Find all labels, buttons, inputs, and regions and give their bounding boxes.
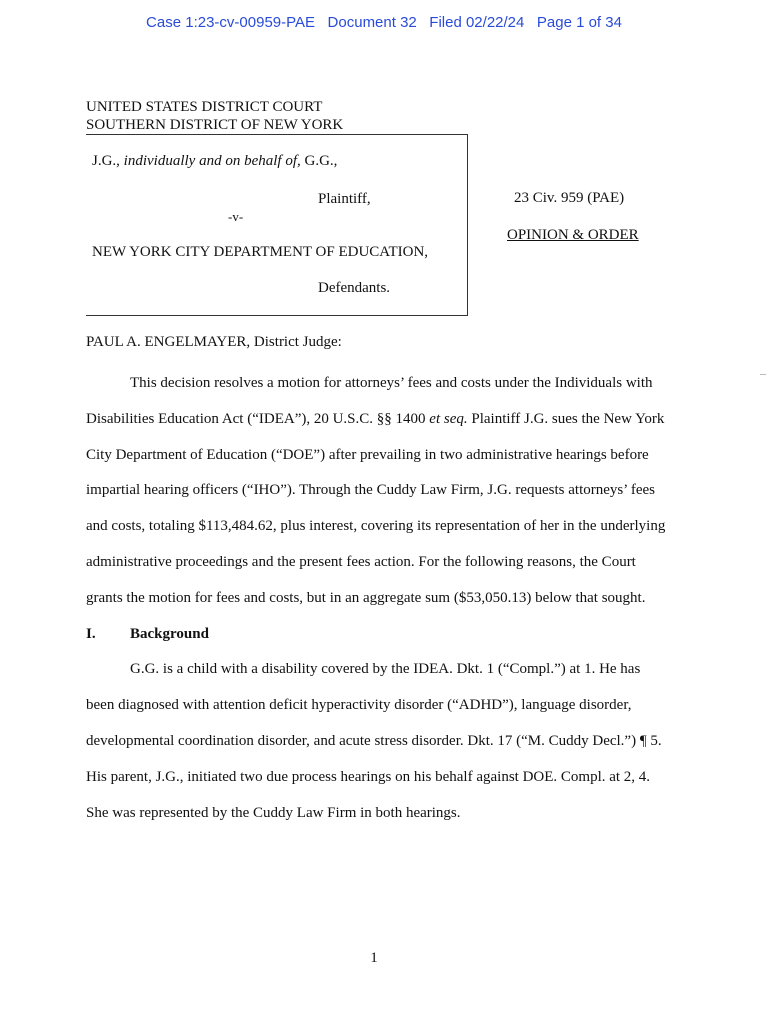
court-district: SOUTHERN DISTRICT OF NEW YORK [86,117,344,133]
defendant-label: Defendants. [318,280,391,296]
defendant-name: NEW YORK CITY DEPARTMENT OF EDUCATION, [92,244,429,260]
page-count-stamp: Page 1 of 34 [536,14,622,31]
plaintiff-description: individually and on behalf of, [123,153,301,169]
civil-case-number: 23 Civ. 959 (PAE) [514,190,625,206]
document-type-title: OPINION & ORDER [507,227,639,243]
filed-date-stamp: Filed 02/22/24 [429,14,525,31]
plaintiff-name: J.G., [92,153,120,169]
ecf-header-stamp [0,14,768,31]
plaintiff-label: Plaintiff, [318,191,371,207]
page-number: 1 [370,950,378,966]
case-caption-box [86,134,468,316]
versus-marker: -v- [228,209,244,224]
intro-text-part-1: This decision resolves a motion for attorneys’ fees and costs under the Individuals with Disabilities Education Act (“IDEA”), 20 U.S.C. §§ 1400 [86,375,653,427]
plaintiff-party-line [92,153,337,170]
plaintiff-child: G.G., [304,153,338,169]
background-paragraph: G.G. is a child with a disability covered by the IDEA. Dkt. 1 (“Compl.”) at 1. He has been diagnosed with attention deficit hyperactivity disorder (“ADHD”), language disorder, developmental coordination disorder, and acute stress disorder. Dkt. 17 (“M. Cuddy Decl.”) ¶ 5. His parent, J.G., initiated two due process hearings on his behalf against DOE. Compl. at 2, 4. She was represented by the Cuddy Law Firm in both hearings. [86,661,662,821]
et-seq-text: et seq. [429,410,468,427]
section-heading [86,617,670,653]
section-number: I. [86,625,96,642]
scan-margin-mark [760,374,766,375]
court-name: UNITED STATES DISTRICT COURT [86,99,323,115]
case-number-stamp: Case 1:23-cv-00959-PAE [146,14,316,31]
intro-text-part-2: Plaintiff J.G. sues the New York City Department of Education (“DOE”) after prevailing in two administrative hearings before impartial hearing officers (“IHO”). Through the Cuddy Law Firm, J.G. requests attorneys’ fees and costs, totaling $113,484.62, plus interest, covering its representation of her in the underlying administrative proceedings and the present fees action. For the following reasons, the Court grants the motion for fees and costs, but in an aggregate sum ($53,050.13) below that sought. [86,410,666,606]
intro-paragraph [86,366,670,617]
judge-line: PAUL A. ENGELMAYER, District Judge: [86,334,342,350]
opinion-body [86,366,670,831]
section-title: Background [130,625,209,642]
court-heading [86,98,343,134]
document-number-stamp: Document 32 [327,14,417,31]
